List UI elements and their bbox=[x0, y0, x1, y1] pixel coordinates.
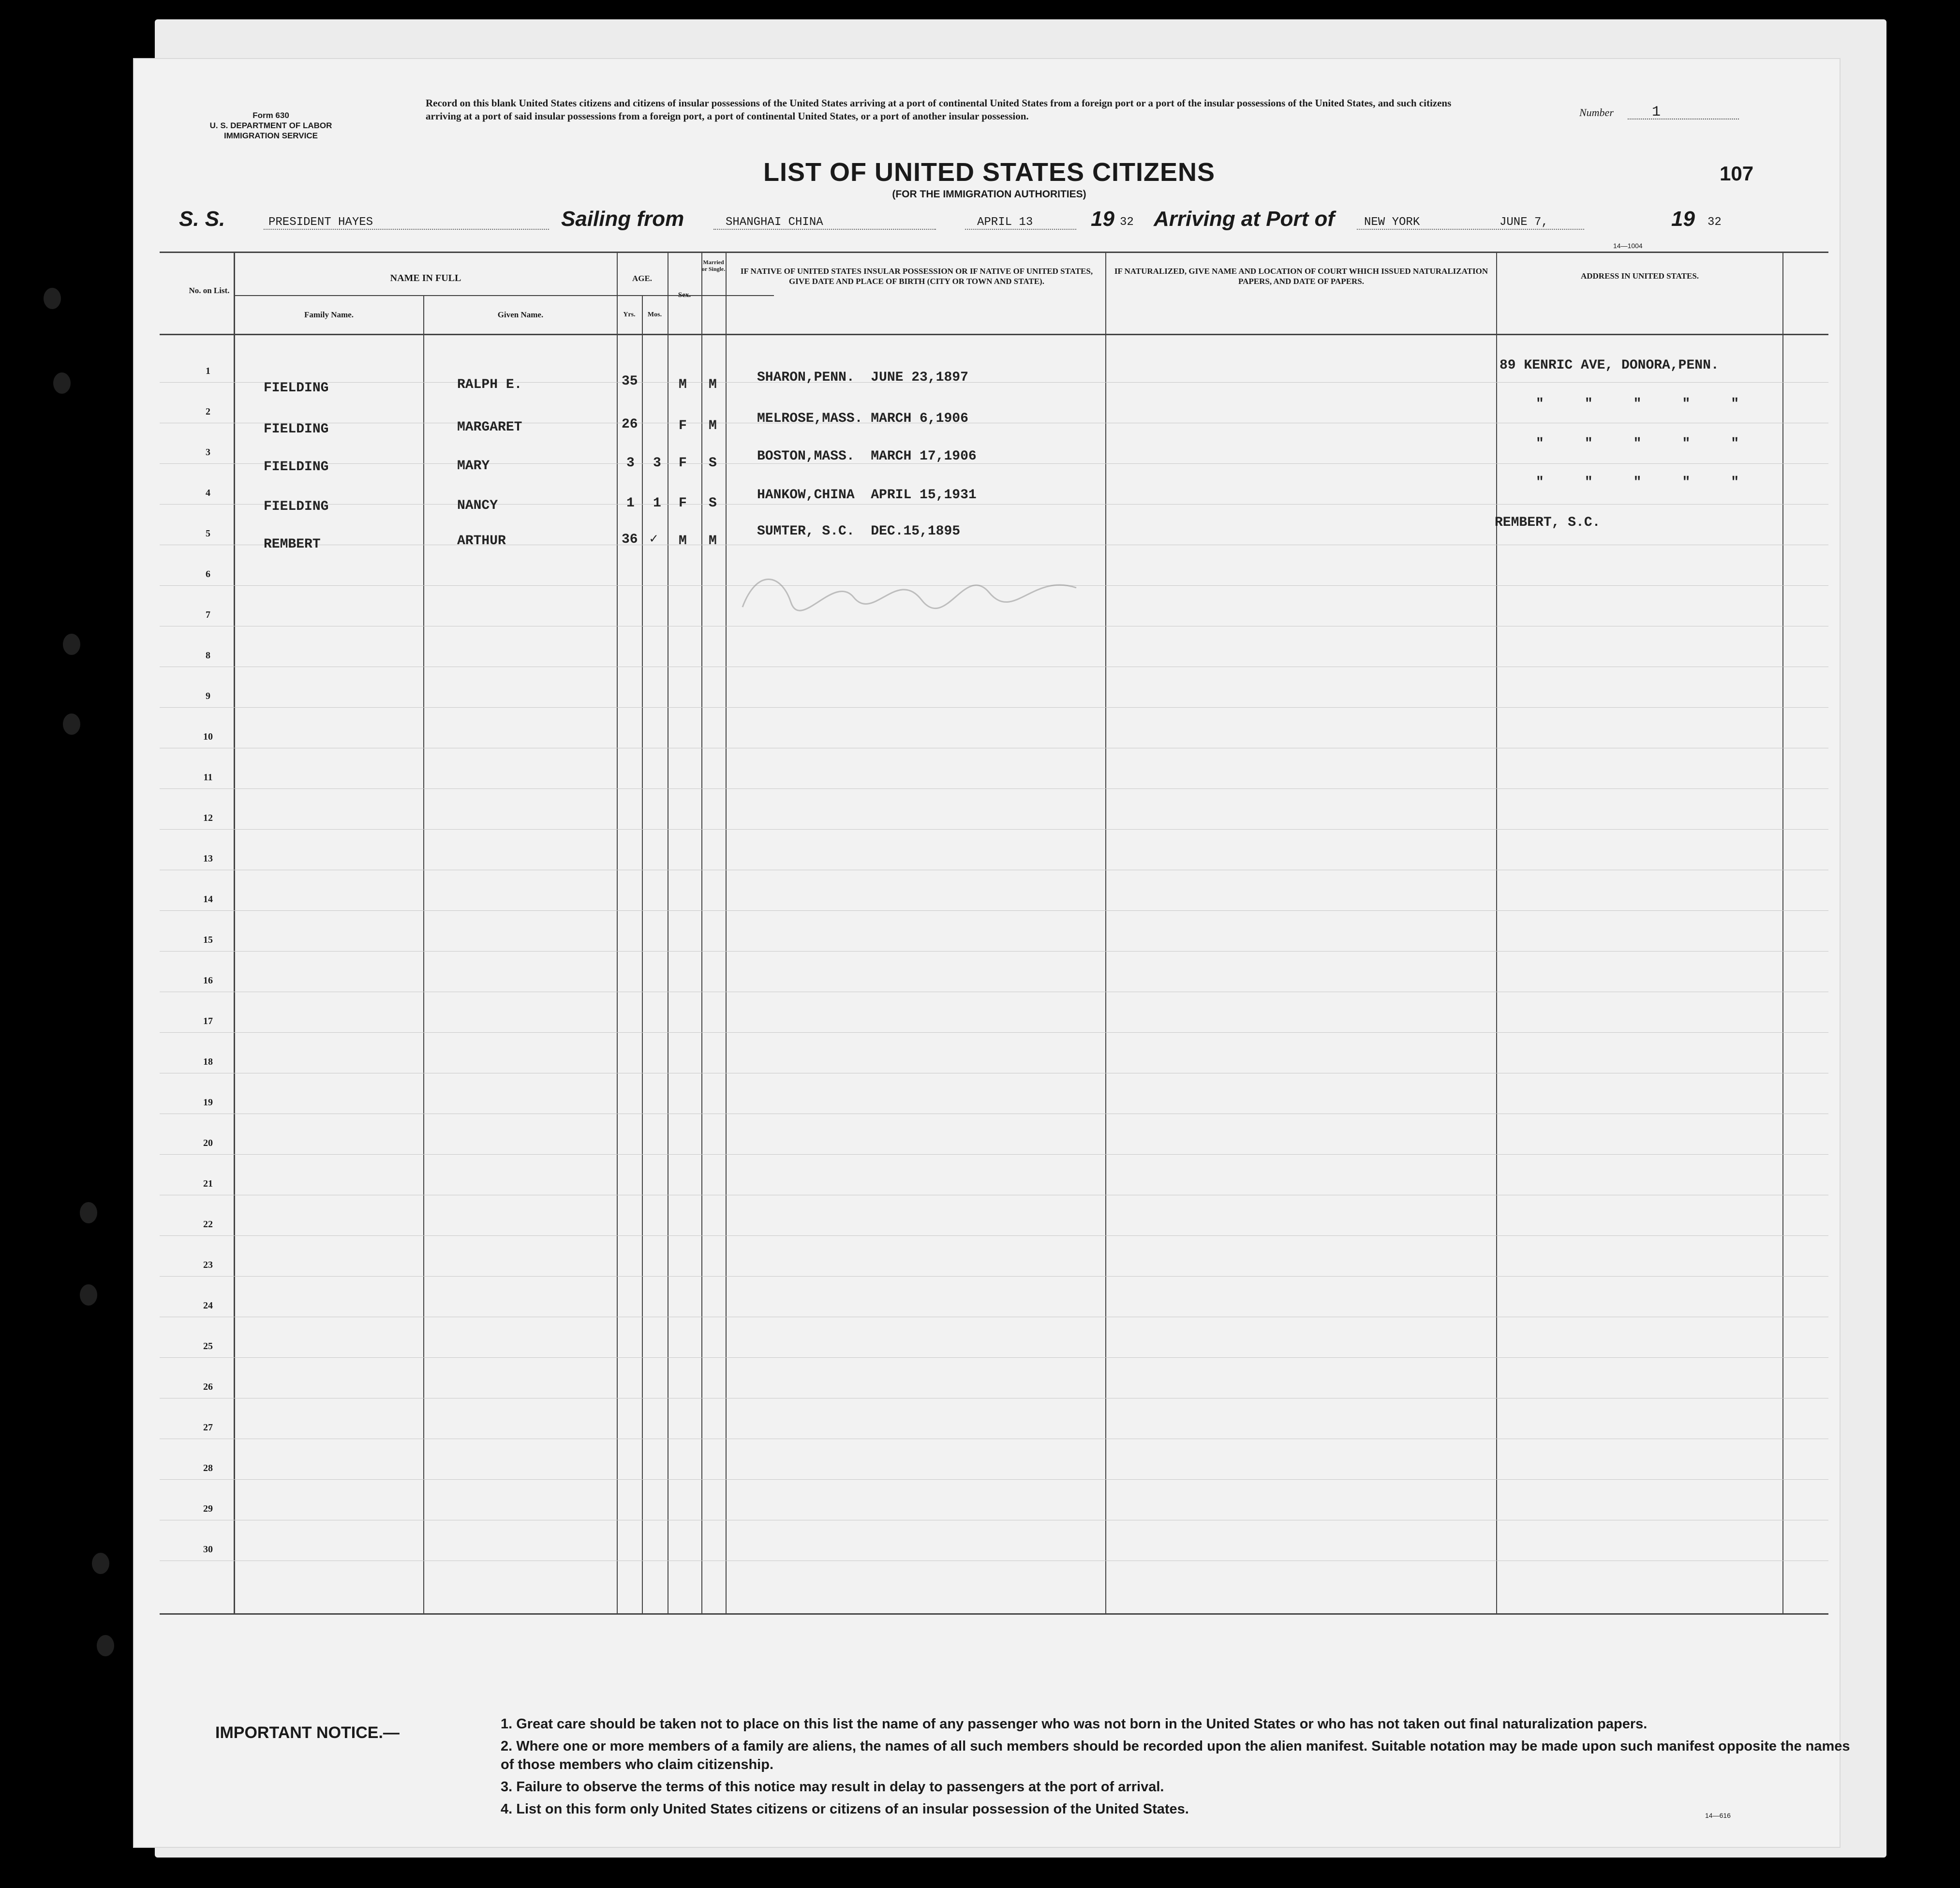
footer-code: 14—616 bbox=[1705, 1812, 1731, 1819]
col-header-yrs: Yrs. bbox=[623, 311, 636, 318]
row-rule bbox=[160, 1357, 1828, 1358]
address-cell: REMBERT, S.C. bbox=[1495, 515, 1601, 530]
row-number: 16 bbox=[203, 975, 213, 986]
notice-title: IMPORTANT NOTICE.— bbox=[215, 1724, 400, 1742]
row-rule bbox=[160, 1276, 1828, 1277]
sailing-year-prefix: 19 bbox=[1091, 207, 1114, 231]
family-name-cell: REMBERT bbox=[264, 537, 321, 552]
given-name-cell: ARTHUR bbox=[457, 534, 506, 549]
family-name-cell: FIELDING bbox=[264, 499, 329, 514]
age-yrs-cell: 1 bbox=[626, 496, 635, 511]
sailing-port: SHANGHAI CHINA bbox=[726, 216, 823, 229]
col-rule-yrs bbox=[642, 295, 643, 1613]
department-name: U. S. DEPARTMENT OF LABOR bbox=[209, 121, 332, 130]
given-name-cell: NANCY bbox=[457, 498, 498, 513]
marital-cell: M bbox=[709, 534, 717, 549]
sex-cell: F bbox=[679, 456, 687, 471]
row-number: 28 bbox=[203, 1463, 213, 1473]
notice-item: 4. List on this form only United States citizens or citizens of an insular possession of the United States. bbox=[501, 1801, 1189, 1817]
family-name-cell: FIELDING bbox=[264, 422, 329, 437]
age-mos-cell: ✓ bbox=[650, 532, 658, 547]
col-header-sex: Sex. bbox=[678, 291, 691, 299]
row-number: 22 bbox=[203, 1219, 213, 1230]
form-number: Form 630 bbox=[252, 111, 289, 120]
row-number: 7 bbox=[206, 610, 210, 620]
birth-cell: SHARON,PENN. JUNE 23,1897 bbox=[757, 370, 968, 385]
row-number: 29 bbox=[203, 1503, 213, 1514]
marital-cell: S bbox=[709, 456, 717, 471]
given-name-cell: RALPH E. bbox=[457, 377, 522, 392]
number-value: 1 bbox=[1652, 104, 1661, 120]
col-rule-family bbox=[423, 295, 424, 1613]
sex-cell: F bbox=[679, 418, 687, 433]
given-name-cell: MARY bbox=[457, 459, 490, 474]
arriving-year-prefix: 19 bbox=[1671, 207, 1695, 231]
address-cell: " " " " " bbox=[1536, 436, 1739, 451]
notice-items bbox=[501, 1715, 1855, 1822]
row-rule bbox=[160, 382, 1828, 383]
header-bottom-rule bbox=[160, 334, 1828, 335]
row-number: 30 bbox=[203, 1544, 213, 1555]
col-rule-birth bbox=[1105, 252, 1106, 1613]
table-bottom-rule bbox=[160, 1613, 1828, 1615]
service-name: IMMIGRATION SERVICE bbox=[224, 131, 318, 140]
pencil-annotation bbox=[738, 554, 1086, 622]
birth-cell: HANKOW,CHINA APRIL 15,1931 bbox=[757, 488, 977, 503]
given-name-cell: MARGARET bbox=[457, 420, 522, 435]
arriving-label: Arriving at Port of bbox=[1154, 207, 1335, 231]
marital-cell: M bbox=[709, 418, 717, 433]
sailing-date: APRIL 13 bbox=[977, 216, 1033, 229]
col-header-birth: IF NATIVE OF UNITED STATES INSULAR POSSESSION OR IF NATIVE OF UNITED STATES, GIVE DATE AND PLACE OF BIRTH (CITY OR TOWN AND STATE). bbox=[740, 267, 1093, 286]
address-cell: 89 KENRIC AVE, DONORA,PENN. bbox=[1500, 358, 1719, 373]
col-rule-given bbox=[617, 252, 618, 1613]
col-header-no: No. on List. bbox=[189, 286, 230, 295]
row-number: 26 bbox=[203, 1382, 213, 1392]
page-title: LIST OF UNITED STATES CITIZENS bbox=[763, 158, 1215, 187]
birth-cell: SUMTER, S.C. DEC.15,1895 bbox=[757, 524, 961, 539]
family-name-cell: FIELDING bbox=[264, 381, 329, 396]
number-label: Number bbox=[1579, 106, 1614, 119]
col-rule-naturalized bbox=[1496, 252, 1497, 1613]
row-rule bbox=[160, 504, 1828, 505]
row-rule bbox=[160, 829, 1828, 830]
sex-cell: F bbox=[679, 496, 687, 511]
page-number: 107 bbox=[1720, 162, 1754, 185]
col-rule-no bbox=[234, 252, 235, 1613]
row-number: 12 bbox=[203, 813, 213, 823]
row-number: 9 bbox=[206, 691, 210, 701]
voyage-row bbox=[133, 207, 1841, 236]
address-cell: " " " " " bbox=[1536, 397, 1739, 412]
row-number: 13 bbox=[203, 853, 213, 864]
age-yrs-cell: 35 bbox=[622, 374, 638, 389]
sex-cell: M bbox=[679, 534, 687, 549]
row-number: 19 bbox=[203, 1097, 213, 1108]
notice-item: 2. Where one or more members of a family are aliens, the names of all such members should be recorded upon the alien manifest. Suitable notation may be made upon such manifest opposite the names of those members who claim citizenship. bbox=[501, 1739, 1850, 1772]
row-rule bbox=[160, 788, 1828, 789]
birth-cell: BOSTON,MASS. MARCH 17,1906 bbox=[757, 449, 977, 464]
row-number: 20 bbox=[203, 1138, 213, 1148]
row-number: 27 bbox=[203, 1422, 213, 1433]
row-number: 2 bbox=[206, 406, 210, 417]
notice-item: 3. Failure to observe the terms of this notice may result in delay to passengers at the port of arrival. bbox=[501, 1779, 1164, 1795]
marital-cell: M bbox=[709, 377, 717, 392]
age-mos-cell: 3 bbox=[653, 456, 661, 471]
row-number: 11 bbox=[203, 772, 213, 783]
row-number: 14 bbox=[203, 894, 213, 905]
row-number: 4 bbox=[206, 488, 210, 498]
table-top-rule bbox=[160, 252, 1828, 253]
manifest-sheet bbox=[133, 58, 1850, 1848]
page-subtitle: (FOR THE IMMIGRATION AUTHORITIES) bbox=[892, 189, 1086, 200]
ss-label: S. S. bbox=[179, 207, 225, 231]
col-rule-address bbox=[1782, 252, 1783, 1613]
arriving-port: NEW YORK bbox=[1364, 216, 1420, 229]
row-number: 6 bbox=[206, 569, 210, 580]
form-identifier bbox=[179, 110, 363, 141]
row-rule bbox=[160, 707, 1828, 708]
row-number: 3 bbox=[206, 447, 210, 458]
row-rule bbox=[160, 1154, 1828, 1155]
notice-item: 1. Great care should be taken not to place on this list the name of any passenger who was not born in the United States or who has not taken out final naturalization papers. bbox=[501, 1716, 1648, 1732]
col-header-family-name: Family Name. bbox=[304, 310, 354, 319]
col-rule-sex bbox=[701, 252, 702, 1613]
row-number: 17 bbox=[203, 1016, 213, 1026]
row-number: 21 bbox=[203, 1178, 213, 1189]
sailing-label: Sailing from bbox=[561, 207, 684, 231]
sailing-year: 32 bbox=[1120, 216, 1134, 229]
col-header-given-name: Given Name. bbox=[497, 310, 544, 319]
marital-cell: S bbox=[709, 496, 717, 511]
row-number: 23 bbox=[203, 1260, 213, 1270]
form-instructions: Record on this blank United States citizens and citizens of insular possessions of the United States arriving at a port of continental United States from a foreign port or a port of the insular possessions of the United States, and such citizens arriving at a port of said insular possessions from a foreign port, a port of continental United States, or a port of another insular possession. bbox=[426, 97, 1452, 122]
age-yrs-cell: 3 bbox=[626, 456, 635, 471]
address-cell: " " " " " bbox=[1536, 475, 1739, 490]
col-header-naturalized: IF NATURALIZED, GIVE NAME AND LOCATION OF COURT WHICH ISSUED NATURALIZATION PAPERS, AND DATE OF PAPERS. bbox=[1114, 267, 1488, 286]
family-name-cell: FIELDING bbox=[264, 460, 329, 475]
col-rule-ms bbox=[726, 252, 727, 1613]
age-mos-cell: 1 bbox=[653, 496, 661, 511]
row-number: 8 bbox=[206, 650, 210, 661]
col-header-age: AGE. bbox=[632, 274, 653, 283]
row-number: 25 bbox=[203, 1341, 213, 1352]
col-header-address: ADDRESS IN UNITED STATES. bbox=[1580, 271, 1699, 281]
birth-cell: MELROSE,MASS. MARCH 6,1906 bbox=[757, 411, 968, 426]
row-number: 5 bbox=[206, 528, 210, 539]
col-header-mos: Mos. bbox=[647, 311, 662, 318]
age-yrs-cell: 36 bbox=[622, 532, 638, 547]
row-rule bbox=[160, 1235, 1828, 1236]
row-rule bbox=[160, 910, 1828, 911]
arriving-date: JUNE 7, bbox=[1500, 216, 1548, 229]
row-rule bbox=[160, 1032, 1828, 1033]
col-header-married: Married or Single. bbox=[701, 259, 726, 272]
row-number: 10 bbox=[203, 731, 213, 742]
row-rule bbox=[160, 1479, 1828, 1480]
row-number: 24 bbox=[203, 1300, 213, 1311]
row-number: 18 bbox=[203, 1056, 213, 1067]
printer-code: 14—1004 bbox=[1613, 242, 1643, 250]
arriving-year: 32 bbox=[1708, 216, 1722, 229]
row-number: 1 bbox=[206, 366, 210, 376]
sex-cell: M bbox=[679, 377, 687, 392]
ship-name: PRESIDENT HAYES bbox=[268, 216, 373, 229]
col-header-name-in-full: NAME IN FULL bbox=[390, 273, 461, 283]
age-yrs-cell: 26 bbox=[622, 417, 638, 432]
row-rule bbox=[160, 463, 1828, 464]
row-number: 15 bbox=[203, 935, 213, 945]
